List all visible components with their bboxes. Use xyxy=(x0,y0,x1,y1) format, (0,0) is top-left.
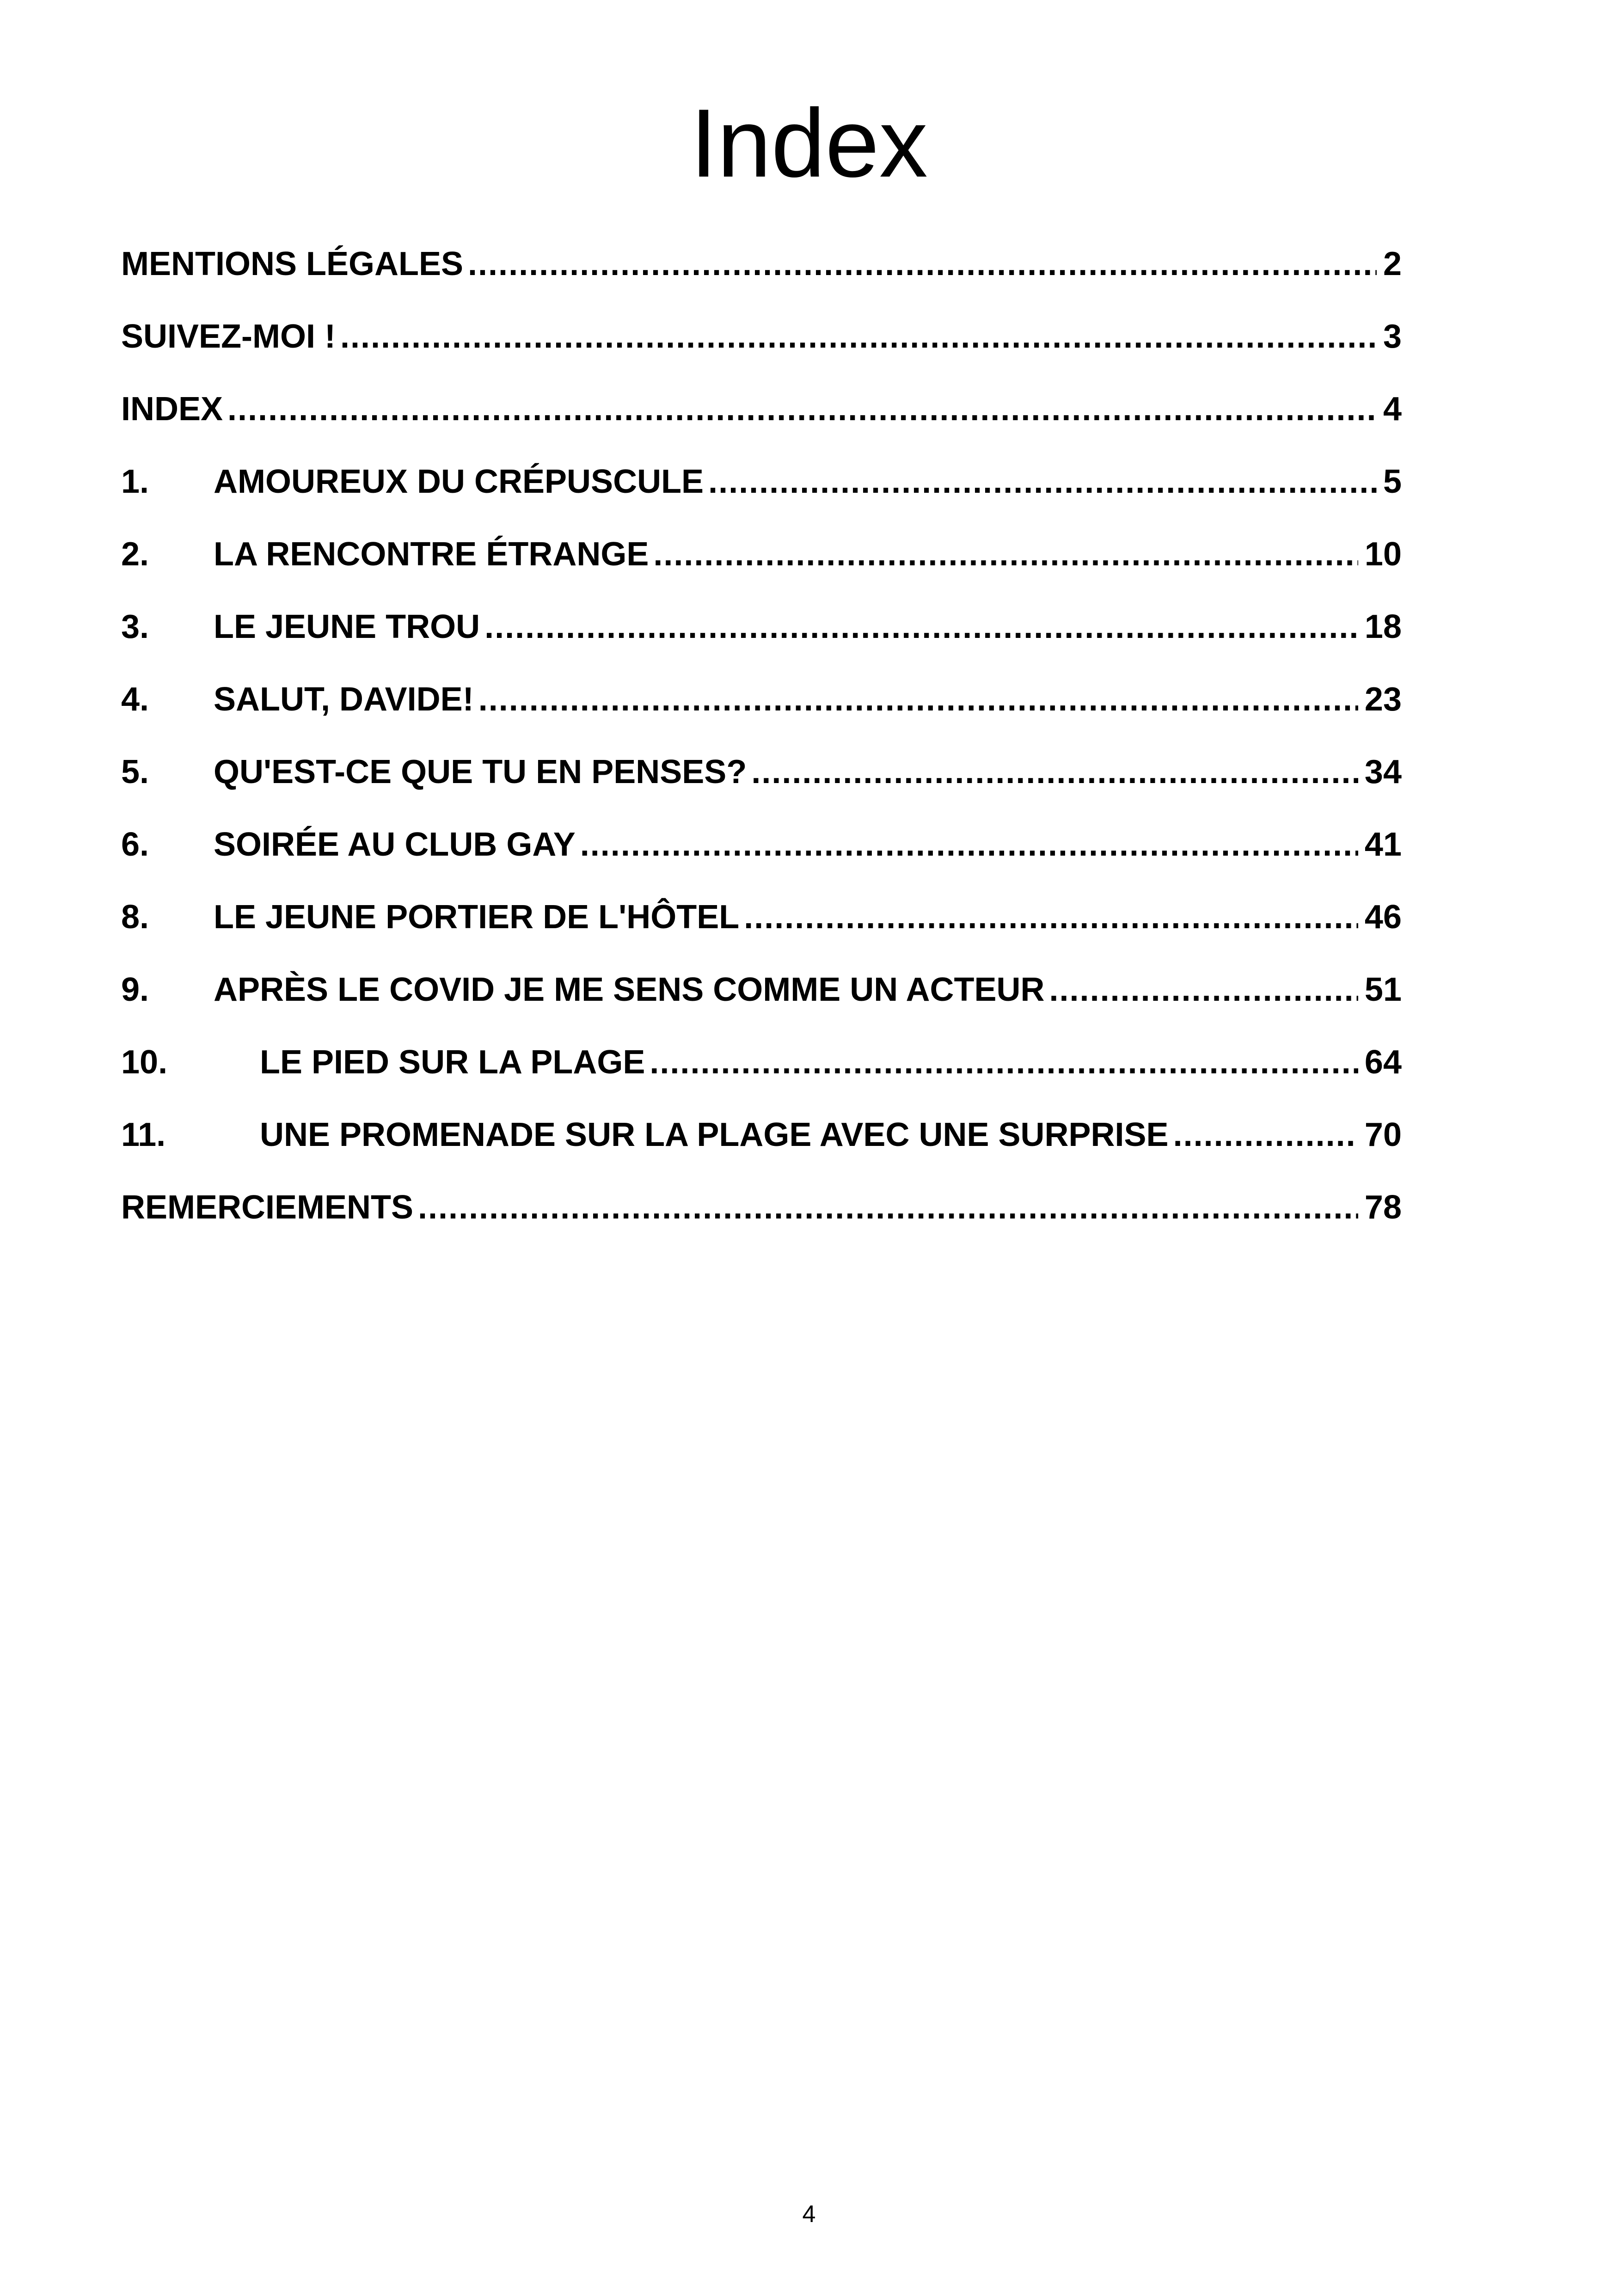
toc-dot-leader xyxy=(653,535,1358,573)
toc-entry-mentions-legales[interactable] xyxy=(121,245,1402,318)
toc-dot-leader xyxy=(744,898,1358,936)
toc-entry-chapter-10[interactable] xyxy=(121,1043,1402,1116)
toc-entry-number: 4. xyxy=(121,681,149,718)
page-title: Index xyxy=(690,89,928,197)
toc-entry-title: SUIVEZ-MOI ! xyxy=(121,318,336,355)
toc-entry-page: 18 xyxy=(1364,608,1402,645)
toc-dot-leader xyxy=(478,680,1358,718)
toc-entry-title: SALUT, DAVIDE! xyxy=(214,681,474,718)
toc-entry-chapter-5[interactable] xyxy=(121,753,1402,826)
toc-entry-chapter-2[interactable] xyxy=(121,535,1402,608)
toc-entry-page: 23 xyxy=(1364,681,1402,718)
toc-entry-title: SOIRÉE AU CLUB GAY xyxy=(214,826,576,863)
toc-entry-chapter-6[interactable] xyxy=(121,826,1402,898)
toc-entry-number: 3. xyxy=(121,608,149,645)
toc-entry-number: 11. xyxy=(121,1116,166,1153)
toc-entry-title: REMERCIEMENTS xyxy=(121,1189,414,1226)
toc-entry-page: 78 xyxy=(1364,1189,1402,1226)
toc-dot-leader xyxy=(650,1043,1358,1081)
toc-entry-chapter-1[interactable] xyxy=(121,463,1402,535)
toc-entry-chapter-8[interactable] xyxy=(121,898,1402,971)
toc-entry-title: AMOUREUX DU CRÉPUSCULE xyxy=(214,463,704,500)
toc-dot-leader xyxy=(340,318,1377,355)
toc-entry-title: INDEX xyxy=(121,391,223,428)
toc-entry-page: 34 xyxy=(1364,753,1402,790)
toc-entry-page: 70 xyxy=(1364,1116,1402,1153)
toc-entry-page: 3 xyxy=(1383,318,1402,355)
toc-entry-page: 46 xyxy=(1364,899,1402,936)
page-number: 4 xyxy=(802,2201,816,2228)
toc-entry-chapter-9[interactable] xyxy=(121,971,1402,1043)
toc-entry-page: 10 xyxy=(1364,536,1402,573)
toc-entry-page: 2 xyxy=(1383,245,1402,282)
toc-entry-page: 4 xyxy=(1383,391,1402,428)
toc-entry-number: 1. xyxy=(121,463,149,500)
toc-entry-chapter-4[interactable] xyxy=(121,680,1402,753)
toc-entry-title: LA RENCONTRE ÉTRANGE xyxy=(214,536,649,573)
toc-dot-leader xyxy=(1049,971,1358,1009)
toc-dot-leader xyxy=(1173,1116,1358,1154)
toc-dot-leader xyxy=(418,1188,1358,1226)
toc-dot-leader xyxy=(468,245,1377,283)
toc-dot-leader xyxy=(708,463,1377,501)
toc-entry-chapter-11[interactable] xyxy=(121,1116,1402,1188)
toc-entry-title: LE PIED SUR LA PLAGE xyxy=(260,1044,645,1081)
toc-entry-number: 5. xyxy=(121,753,149,790)
toc-entry-index[interactable] xyxy=(121,390,1402,463)
toc-entry-number: 9. xyxy=(121,971,149,1008)
toc-entry-remerciements[interactable] xyxy=(121,1188,1402,1261)
toc-entry-suivez-moi[interactable] xyxy=(121,318,1402,390)
toc-entry-number: 10. xyxy=(121,1044,168,1081)
toc-dot-leader xyxy=(751,753,1358,791)
toc-dot-leader xyxy=(580,826,1358,863)
toc-entry-chapter-3[interactable] xyxy=(121,608,1402,680)
table-of-contents xyxy=(121,245,1402,1261)
toc-entry-title: UNE PROMENADE SUR LA PLAGE AVEC UNE SURPRISE xyxy=(260,1116,1169,1153)
toc-entry-page: 41 xyxy=(1364,826,1402,863)
toc-entry-page: 5 xyxy=(1383,463,1402,500)
toc-entry-title: MENTIONS LÉGALES xyxy=(121,245,464,282)
toc-entry-number: 8. xyxy=(121,899,149,936)
toc-entry-title: LE JEUNE PORTIER DE L'HÔTEL xyxy=(214,899,740,936)
toc-entry-number: 6. xyxy=(121,826,149,863)
toc-entry-page: 64 xyxy=(1364,1044,1402,1081)
toc-entry-page: 51 xyxy=(1364,971,1402,1008)
toc-dot-leader xyxy=(227,390,1377,428)
toc-entry-title: LE JEUNE TROU xyxy=(214,608,480,645)
toc-entry-number: 2. xyxy=(121,536,149,573)
toc-entry-title: QU'EST-CE QUE TU EN PENSES? xyxy=(214,753,747,790)
toc-entry-title: APRÈS LE COVID JE ME SENS COMME UN ACTEUR xyxy=(214,971,1045,1008)
toc-dot-leader xyxy=(484,608,1358,646)
